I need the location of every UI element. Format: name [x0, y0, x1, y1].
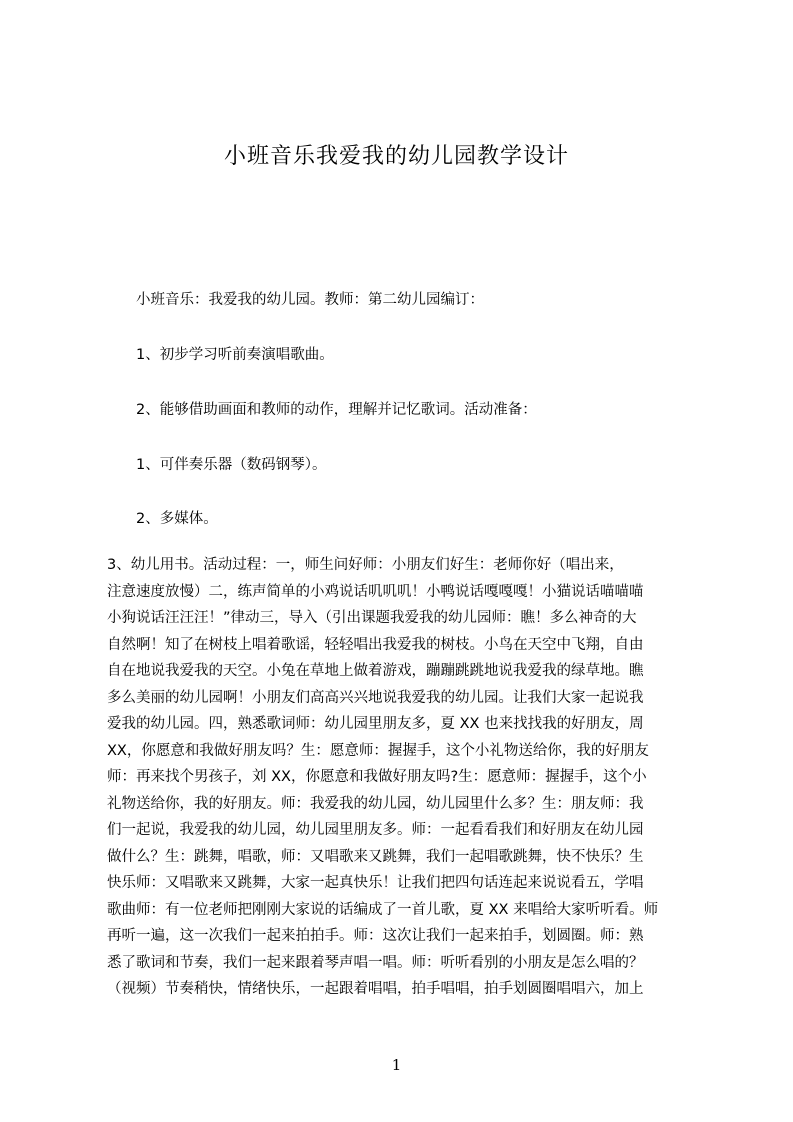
- body-line: 自然啊！知了在树枝上唱着歌谣，轻轻唱出我爱我的树枝。小鸟在天空中飞翔，自由: [107, 636, 644, 653]
- body-line: XX，你愿意和我做好朋友吗？生：愿意师：握握手，这个小礼物送给你，我的好朋友: [107, 742, 649, 759]
- body-line: 3、幼儿用书。活动过程：一，师生问好师：小朋友们好生：老师你好（唱出来，: [107, 557, 624, 573]
- body-line: 师：再来找个男孩子，刘 XX，你愿意和我做好朋友吗?生：愿意师：握握手，这个小: [107, 769, 647, 785]
- paragraph-prep-1: 1、可伴奏乐器（数码钢琴）。: [136, 457, 327, 473]
- paragraph-goal-2: 2、能够借助画面和教师的动作，理解并记忆歌词。活动准备：: [136, 402, 537, 418]
- document-title: 小班音乐我爱我的幼儿园教学设计: [223, 144, 569, 169]
- paragraph-course-info: 小班音乐：我爱我的幼儿园。教师：第二幼儿园编订：: [136, 292, 484, 308]
- paragraph-prep-2: 2、多媒体。: [136, 511, 218, 527]
- body-line: 做什么？生：跳舞，唱歌，师：又唱歌来又跳舞，我们一起唱歌跳舞，快不快乐？生: [107, 848, 644, 865]
- body-line: （视频）节奏稍快，情绪快乐，一起跟着唱唱，拍手唱唱，拍手划圆圈唱唱六，加上: [107, 981, 644, 997]
- body-line: 多么美丽的幼儿园啊！小朋友们高高兴兴地说我爱我的幼儿园。让我们大家一起说我: [107, 689, 644, 706]
- body-line: 们一起说，我爱我的幼儿园，幼儿园里朋友多。师：一起看看我们和好朋友在幼儿园: [107, 822, 644, 838]
- body-line: 再听一遍，这一次我们一起来拍拍手。师：这次让我们一起来拍手，划圆圈。师：熟: [107, 928, 644, 944]
- body-line: 悉了歌词和节奏，我们一起来跟着琴声唱一唱。师：听听看别的小朋友是怎么唱的？: [107, 954, 644, 971]
- paragraph-goal-1: 1、初步学习听前奏演唱歌曲。: [136, 347, 334, 363]
- body-line: 注意速度放慢）二，练声简单的小鸡说话叽叽叽！小鸭说话嘎嘎嘎！小猫说话喵喵喵: [107, 583, 644, 600]
- body-line: 歌曲师：有一位老师把刚刚大家说的话编成了一首儿歌，夏 XX 来唱给大家听听看。师: [107, 901, 659, 918]
- body-line: 小狗说话汪汪汪！”律动三，导入（引出课题我爱我的幼儿园师：瞧！多么神奇的大: [107, 610, 637, 626]
- activity-process-text: [107, 552, 699, 1003]
- page-number: 1: [391, 1056, 402, 1074]
- body-line: 快乐师：又唱歌来又跳舞，大家一起真快乐！让我们把四句话连起来说说看五，学唱: [107, 875, 644, 891]
- body-line: 自在地说我爱我的天空。小兔在草地上做着游戏，蹦蹦跳跳地说我爱我的绿草地。瞧: [107, 663, 644, 679]
- body-line: 爱我的幼儿园。四，熟悉歌词师：幼儿园里朋友多，夏 XX 也来找找我的好朋友，周: [107, 716, 644, 732]
- body-line: 礼物送给你，我的好朋友。师：我爱我的幼儿园，幼儿园里什么多？生：朋友师：我: [107, 795, 644, 812]
